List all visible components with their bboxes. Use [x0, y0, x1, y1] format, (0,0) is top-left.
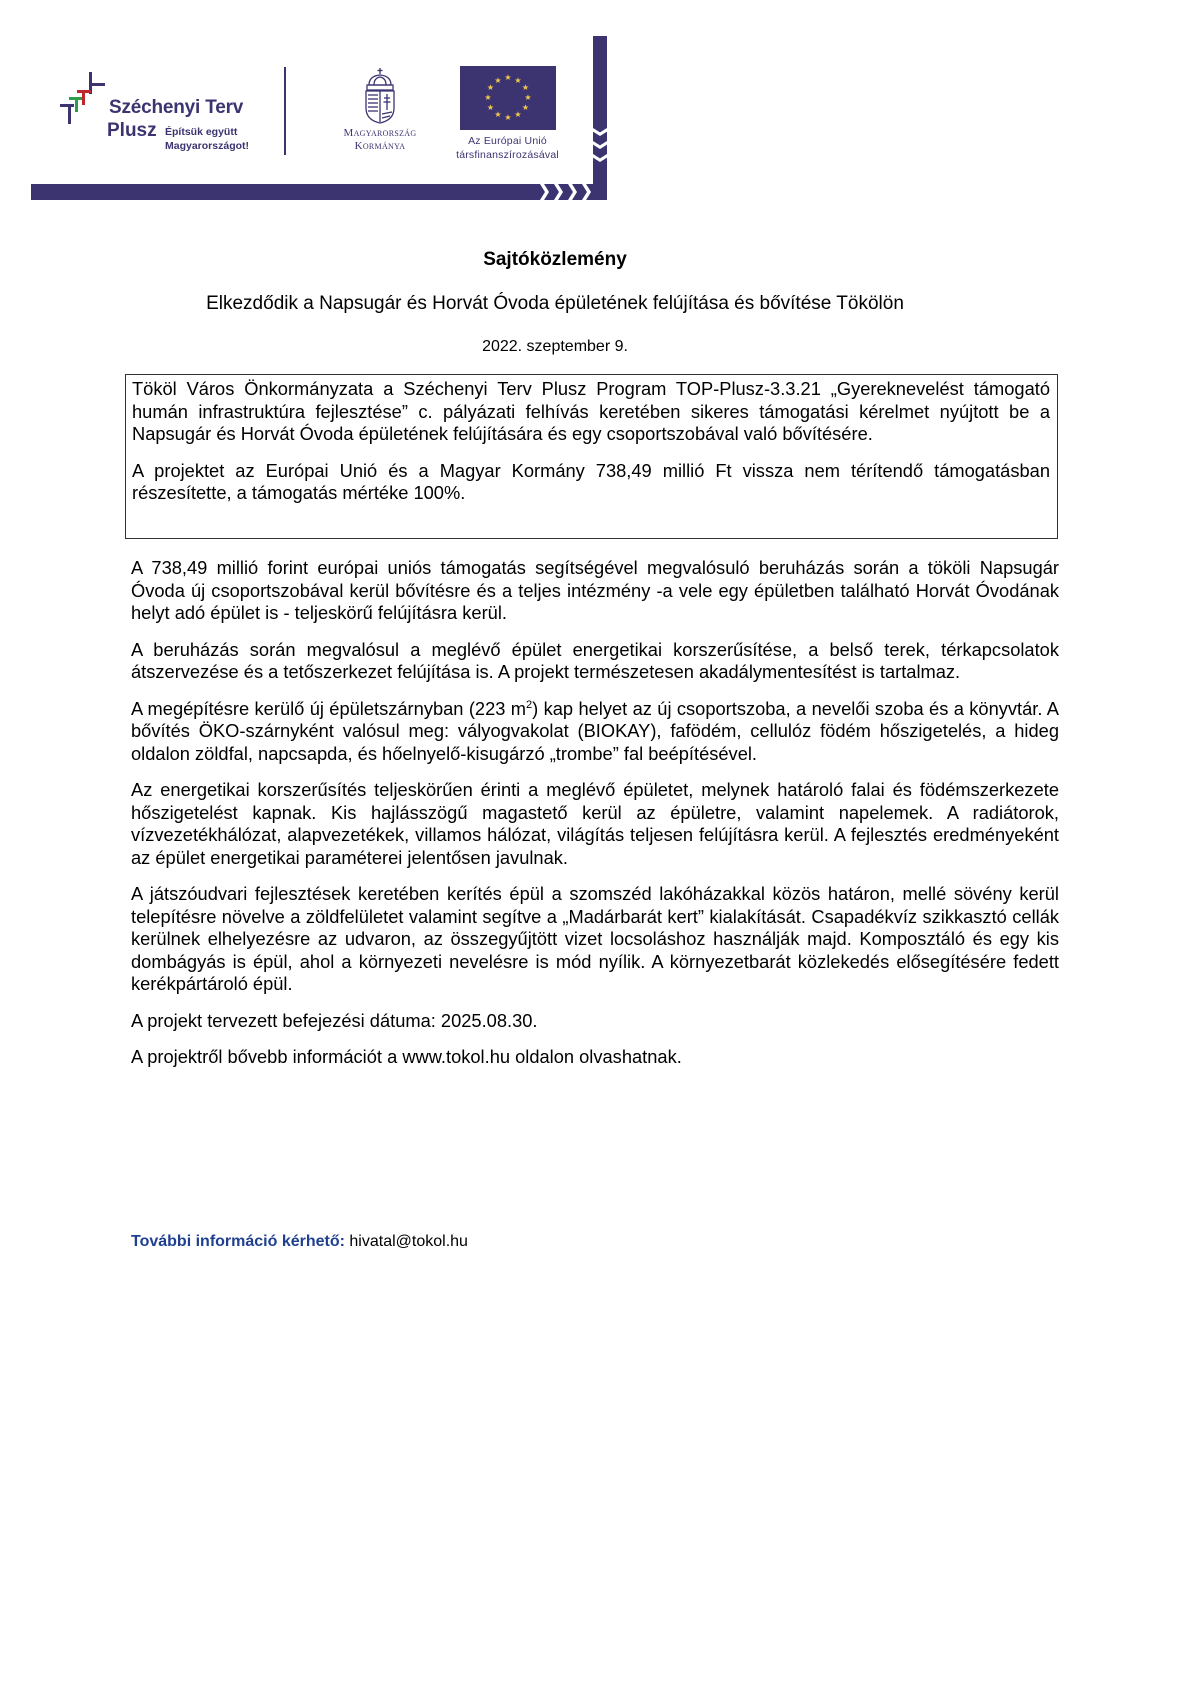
- body-paragraph-5: A játszóudvari fejlesztések keretében kerítés épül a szomszéd lakóházakkal közös határon, mellé sövény kerül telepítésre növelve a zöldfelületet valamint segítve a „Madárbarát kert” kialakítását. Csapadékvíz szikkasztó cellák kerülnek elhelyezésre az udvaron, az összegyűjtött vizet locsoláshoz használják majd. Komposztáló és egy kis dombágyás is épül, ahol a környezeti nevelésre is mód nyílik. A környezetbarát közlekedés elősegítésére fedett kerékpártároló épül.: [131, 883, 1059, 994]
- svg-text:★: ★: [521, 103, 529, 112]
- eu-text-line-2: társfinanszírozásával: [456, 149, 559, 161]
- eu-cofinancing-text: [440, 134, 575, 162]
- hungarian-government-logo: [330, 68, 430, 160]
- svg-text:★: ★: [503, 113, 512, 122]
- p3-text-start: A megépítésre kerülő új épületszárnyban (223 m: [131, 697, 527, 719]
- header-banner: [0, 0, 640, 215]
- body-paragraph-2: A beruházás során megvalósul a meglévő épület energetikai korszerűsítése, a belső terek, térkapcsolatok átszervezése és a tetőszerkezet felújítása is. A projekt természetesen akadálymentesítést is tartalmaz.: [131, 638, 1059, 682]
- svg-text:★: ★: [521, 83, 529, 92]
- svg-text:★: ★: [493, 110, 502, 119]
- eu-text-line-1: Az Európai Unió: [468, 135, 547, 147]
- svg-text:★: ★: [513, 76, 522, 85]
- szechenyi-slogan: [165, 125, 249, 153]
- lead-paragraph-1: Tököl Város Önkormányzata a Széchenyi Terv Plusz Program TOP-Plusz-3.3.21 „Gyereknevelést támogató humán infrastruktúra fejlesztése” c. pályázati felhívás keretében sikeres támogatási kérelmet nyújtott be a Napsugár és Horvát Óvoda épületének felújítására és egy csoportszobával való bővítésére.: [132, 378, 1050, 444]
- p3-text-end: ) kap helyet az új csoportszoba, a nevelői szoba és a könyvtár. A bővítés ÖKO-szárnyként valósul meg: vályogvakolat (BIOKAY), fafödém, cellulóz födém hőszigetelés, a hideg oldalon zöldfal, napcsapda, és hőelnyelő-kisugárzó „trombe” fal beépítésével.: [131, 697, 1059, 764]
- logo-divider: [284, 67, 286, 155]
- szechenyi-terv-plusz-logo: [60, 70, 260, 160]
- slogan-line-2: Magyarországot!: [165, 140, 250, 152]
- contact-line: [131, 1233, 468, 1251]
- body-paragraph-1: A 738,49 millió forint európai uniós támogatás segítségével megvalósuló beruházás során a tököli Napsugár Óvoda új csoportszobával kerül bővítésre és a teljes intézmény -a vele egy épületben található Horvát Óvodának helyt adó épület is - teljeskörű felújításra kerül.: [131, 557, 1059, 623]
- superscript-2: 2: [526, 698, 533, 711]
- szechenyi-title: Széchenyi Terv: [109, 97, 244, 118]
- hungarian-coat-of-arms-icon: [360, 68, 400, 124]
- government-name-line-2: Kormánya: [354, 140, 406, 152]
- press-release-date: 2022. szeptember 9.: [482, 338, 628, 355]
- press-release-body: [131, 557, 1059, 1083]
- more-info-paragraph: A projektről bővebb információt a www.tokol.hu oldalon olvashatnak.: [131, 1046, 682, 1067]
- slogan-line-1: Építsük együtt: [165, 126, 238, 138]
- szechenyi-plus: Plusz: [107, 120, 157, 141]
- contact-label: További információ kérhető:: [131, 1233, 345, 1250]
- government-name: [330, 127, 430, 153]
- svg-text:★: ★: [483, 93, 492, 102]
- szechenyi-cross-icon: [60, 70, 106, 130]
- svg-text:★: ★: [493, 76, 502, 85]
- body-paragraph-4: Az energetikai korszerűsítés teljeskörűen érinti a meglévő épületet, melynek határoló falai és födémszerkezete hőszigetelést kapnak. Kis hajlásszögű magastető kerül az épületre, valamint napelemek. A radiátorok, vízvezetékhálózat, alapvezetékek, villamos hálózat, világítás teljesen felújításra kerül. A fejlesztés eredményeként az épület energetikai paraméterei jelentősen javulnak.: [131, 779, 1059, 868]
- eu-cofinancing-logo: [440, 66, 575, 162]
- lead-paragraph-2: A projektet az Európai Unió és a Magyar Kormány 738,49 millió Ft vissza nem térítendő támogatásban részesítette, a támogatás mértéke 100%.: [132, 459, 1050, 503]
- body-paragraph-3: [131, 698, 1059, 766]
- svg-text:★: ★: [523, 93, 532, 102]
- banner-frame-bottom: [31, 184, 607, 200]
- svg-text:★: ★: [486, 83, 494, 92]
- svg-text:★: ★: [486, 103, 494, 112]
- banner-frame-right: [593, 36, 607, 200]
- svg-text:★: ★: [503, 73, 512, 82]
- completion-date-paragraph: A projekt tervezett befejezési dátuma: 2025.08.30.: [131, 1009, 538, 1031]
- svg-text:★: ★: [513, 110, 522, 119]
- document-type-title: Sajtóközlemény: [483, 249, 627, 270]
- lead-summary-box: [125, 374, 1058, 539]
- contact-email[interactable]: hivatal@tokol.hu: [349, 1233, 468, 1250]
- press-release-headline: Elkezdődik a Napsugár és Horvát Óvoda épületének felújítása és bővítése Tökölön: [206, 293, 904, 314]
- government-name-line-1: Magyarország: [343, 127, 417, 139]
- eu-flag-icon: [460, 66, 556, 130]
